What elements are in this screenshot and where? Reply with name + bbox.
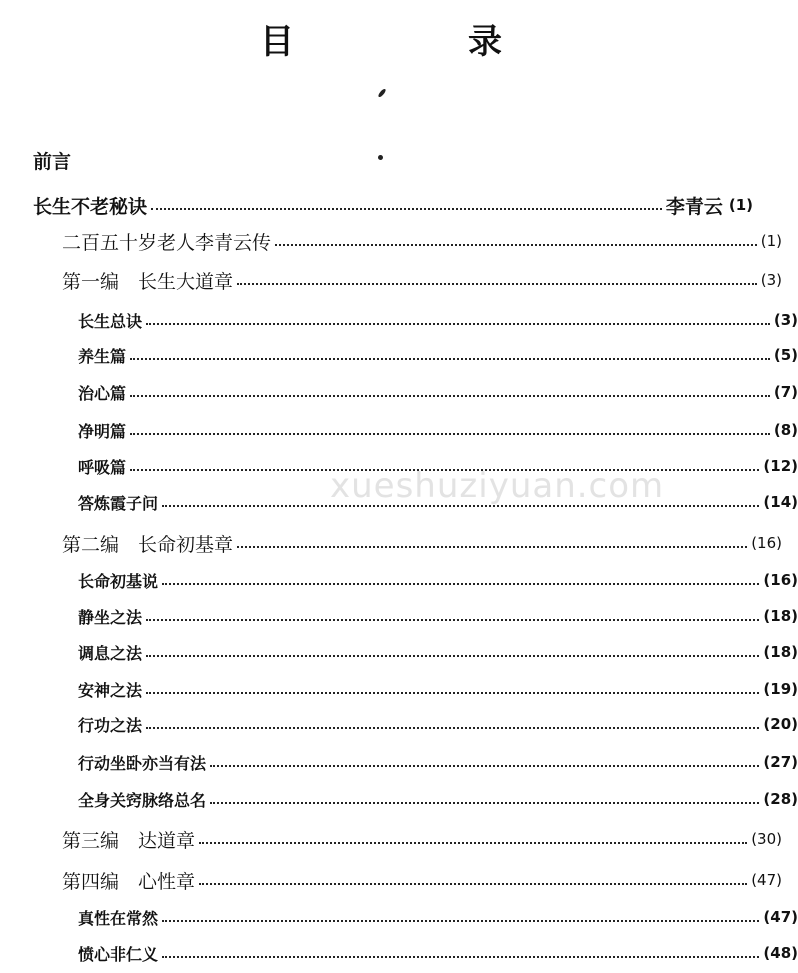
- toc-entry-page: (18): [763, 607, 798, 625]
- toc-entry-title: 二百五十岁老人李青云传: [62, 231, 272, 254]
- toc-entry-title: 第二编 长命初基章: [62, 533, 234, 556]
- dot-leader: [130, 469, 759, 471]
- dot-leader: [151, 208, 662, 210]
- toc-entry-page: (1): [760, 232, 782, 250]
- toc-entry-page: (16): [751, 534, 782, 552]
- toc-entry-title: 答炼霞子问: [78, 493, 159, 513]
- watermark: xueshuziyuan.com: [330, 466, 665, 506]
- dot-leader: [130, 395, 770, 397]
- dot-leader: [199, 842, 747, 844]
- toc-entry-page: (7): [773, 383, 798, 401]
- dot-leader: [162, 956, 759, 958]
- dot-leader: [146, 323, 770, 325]
- toc-entry-page: (48): [763, 944, 798, 962]
- toc-entry-page: (30): [751, 830, 782, 848]
- toc-entry-page: (14): [763, 493, 798, 511]
- toc-entry-title: 养生篇: [78, 346, 127, 366]
- toc-entry[interactable]: [0, 415, 798, 445]
- toc-entry-title: 第一编 长生大道章: [62, 270, 234, 293]
- toc-entry[interactable]: [0, 145, 753, 175]
- toc-entry-title: 安神之法: [78, 680, 143, 700]
- toc-entry-page: (47): [763, 908, 798, 926]
- toc-entry[interactable]: [0, 674, 798, 704]
- toc-entry-page: (3): [760, 271, 782, 289]
- toc-entry[interactable]: [0, 938, 798, 968]
- dot-leader: [210, 765, 759, 767]
- scan-speck: [377, 88, 386, 98]
- toc-entry[interactable]: [0, 265, 782, 295]
- toc-entry-page: (28): [763, 790, 798, 808]
- toc-entry[interactable]: [0, 601, 798, 631]
- dot-leader: [130, 358, 770, 360]
- toc-entry-title: 长生总诀: [78, 311, 143, 331]
- dot-leader: [237, 546, 747, 548]
- toc-entry-title: 行功之法: [78, 715, 143, 735]
- dot-leader: [199, 883, 747, 885]
- dot-leader: [210, 802, 759, 804]
- toc-entry-title: 前言: [33, 150, 72, 173]
- toc-entry[interactable]: [0, 190, 753, 220]
- toc-entry-page: (18): [763, 643, 798, 661]
- toc-entry-page: (27): [763, 753, 798, 771]
- dot-leader: [275, 244, 757, 246]
- page-title: 目 录: [260, 22, 572, 62]
- dot-leader: [162, 505, 759, 507]
- dot-leader: [146, 692, 759, 694]
- toc-entry-title: 净明篇: [78, 421, 127, 441]
- toc-entry-page: (12): [763, 457, 798, 475]
- toc-entry-title: 长生不老秘诀: [33, 195, 148, 218]
- toc-entry-page: (1): [728, 196, 753, 214]
- toc-entry[interactable]: [0, 487, 798, 517]
- toc-entry-page: (8): [773, 421, 798, 439]
- toc-entry-title: 治心篇: [78, 383, 127, 403]
- toc-entry-page: (19): [763, 680, 798, 698]
- toc-entry-title: 长命初基说: [78, 571, 159, 591]
- toc-entry[interactable]: [0, 528, 782, 558]
- dot-leader: [237, 283, 757, 285]
- toc-entry-title: 真性在常然: [78, 908, 159, 928]
- toc-entry-page: (3): [773, 311, 798, 329]
- toc-entry[interactable]: [0, 226, 782, 256]
- toc-entry-title: 第四编 心性章: [62, 870, 196, 893]
- toc-entry[interactable]: [0, 747, 798, 777]
- toc-entry-title: 第三编 达道章: [62, 829, 196, 852]
- toc-entry[interactable]: [0, 637, 798, 667]
- toc-entry-title: 调息之法: [78, 643, 143, 663]
- toc-entry-page: (20): [763, 715, 798, 733]
- dot-leader: [162, 583, 759, 585]
- dot-leader: [146, 727, 759, 729]
- scan-speck: [378, 155, 383, 160]
- dot-leader: [130, 433, 770, 435]
- toc-entry-title: 行动坐卧亦当有法: [78, 753, 207, 773]
- toc-entry-title: 呼吸篇: [78, 457, 127, 477]
- toc-entry-page: (47): [751, 871, 782, 889]
- dot-leader: [146, 619, 759, 621]
- toc-entry[interactable]: [0, 305, 798, 335]
- toc-entry[interactable]: [0, 377, 798, 407]
- toc-entry-author: 李青云: [665, 195, 723, 218]
- toc-entry[interactable]: [0, 902, 798, 932]
- toc-entry-title: 静坐之法: [78, 607, 143, 627]
- toc-entry-page: (16): [763, 571, 798, 589]
- toc-entry[interactable]: [0, 824, 782, 854]
- toc-entry[interactable]: [0, 784, 798, 814]
- toc-entry-title: 全身关窍脉络总名: [78, 790, 207, 810]
- toc-entry-page: (5): [773, 346, 798, 364]
- dot-leader: [146, 655, 759, 657]
- toc-entry[interactable]: [0, 451, 798, 481]
- toc-entry[interactable]: [0, 865, 782, 895]
- dot-leader: [162, 920, 759, 922]
- toc-entry[interactable]: [0, 340, 798, 370]
- toc-entry[interactable]: [0, 565, 798, 595]
- toc-entry-title: 愤心非仁义: [78, 944, 159, 964]
- toc-entry[interactable]: [0, 709, 798, 739]
